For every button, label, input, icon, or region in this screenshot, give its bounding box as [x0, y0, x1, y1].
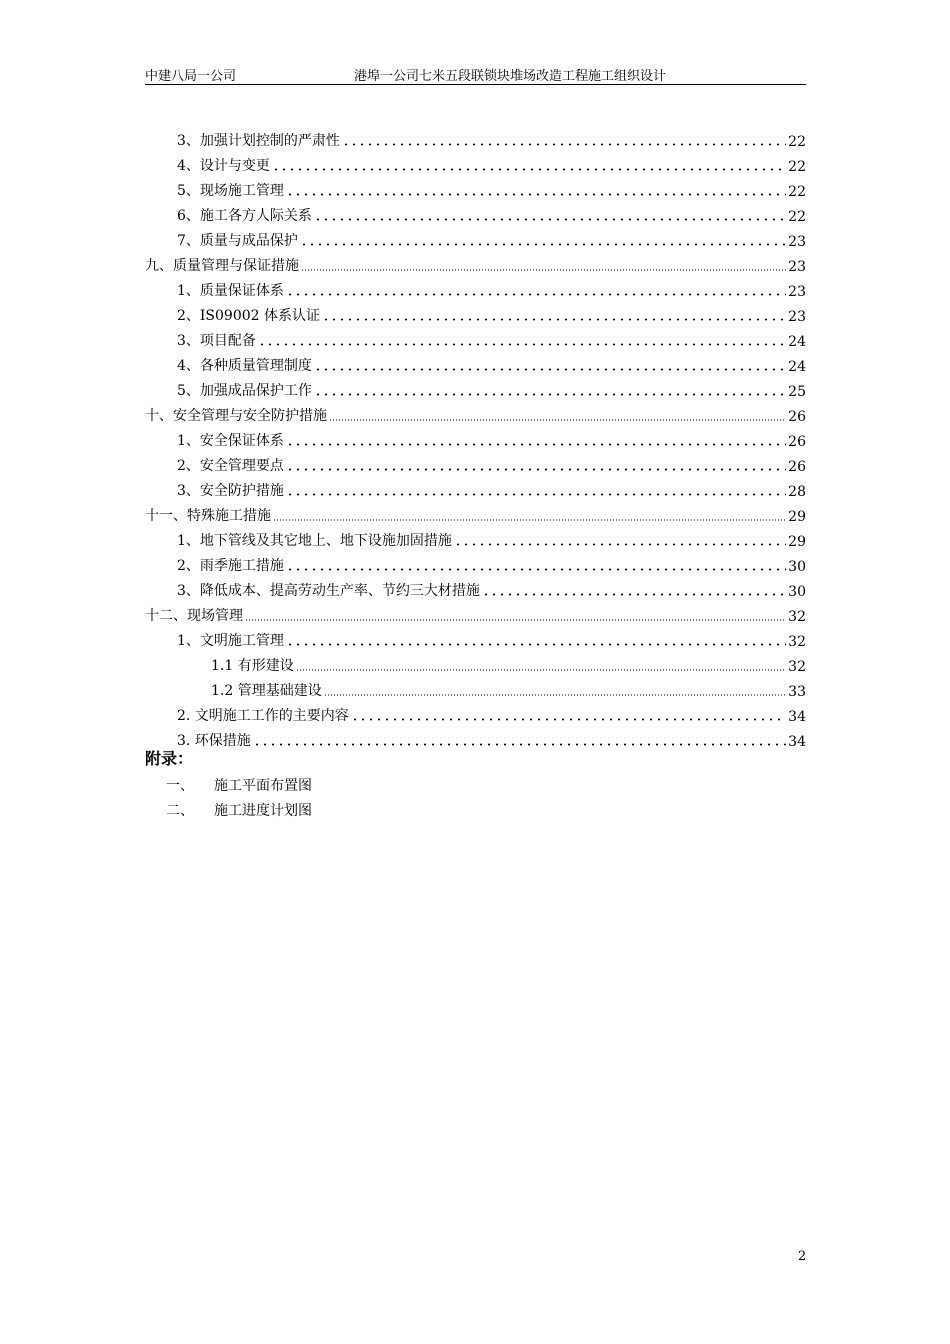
toc-entry-label: 1、地下管线及其它地上、地下设施加固措施 — [177, 533, 452, 549]
toc-leader-dots — [286, 436, 786, 446]
toc-entry-page: 22 — [788, 134, 806, 150]
toc-leader-dots — [314, 361, 786, 371]
toc-entry-page: 22 — [788, 209, 806, 225]
toc-entry-label: 4、各种质量管理制度 — [177, 358, 312, 374]
toc-entry-label: 1、文明施工管理 — [177, 633, 284, 649]
toc-leader-dots — [351, 711, 786, 721]
toc-entry-page: 22 — [788, 159, 806, 175]
toc-leader-dots — [253, 736, 786, 746]
toc-entry-label: 5、加强成品保护工作 — [177, 383, 312, 399]
toc-leader-dots — [296, 661, 786, 671]
toc-entry[interactable] — [177, 125, 806, 150]
toc-entry-label: 1、质量保证体系 — [177, 283, 284, 299]
toc-entry[interactable] — [177, 300, 806, 325]
toc-entry-page: 32 — [788, 609, 806, 625]
toc-entry-page: 22 — [788, 184, 806, 200]
toc-entry-label: 十、安全管理与安全防护措施 — [145, 408, 327, 424]
toc-leader-dots — [272, 161, 786, 171]
toc-entry-page: 34 — [788, 734, 806, 750]
toc-entry[interactable] — [177, 325, 806, 350]
toc-entry-label: 1.2 管理基础建设 — [211, 683, 322, 699]
appendix-item-number: 二、 — [166, 803, 194, 819]
toc-entry-label: 3、加强计划控制的严肃性 — [177, 133, 340, 149]
toc-entry[interactable] — [177, 575, 806, 600]
toc-entry-label: 2、IS09002 体系认证 — [177, 308, 321, 324]
toc-entry[interactable] — [177, 550, 806, 575]
toc-entry[interactable] — [177, 425, 806, 450]
toc-entry-page: 24 — [788, 334, 806, 350]
toc-entry-label: 3、安全防护措施 — [177, 483, 284, 499]
header-project-title: 港埠一公司七米五段联锁块堆场改造工程施工组织设计 — [354, 69, 667, 84]
toc-leader-dots — [258, 336, 786, 346]
appendix-item[interactable] — [166, 800, 466, 820]
toc-leader-dots — [286, 486, 786, 496]
toc-entry-page: 23 — [788, 259, 806, 275]
toc-chapter-entry[interactable] — [145, 250, 806, 275]
toc-entry-page: 23 — [788, 309, 806, 325]
toc-entry[interactable] — [177, 275, 806, 300]
toc-entry-label: 2. 文明施工工作的主要内容 — [177, 708, 349, 724]
appendix-item[interactable] — [166, 775, 466, 795]
toc-leader-dots — [314, 211, 786, 221]
appendix-item-text: 施工进度计划图 — [214, 803, 312, 819]
toc-leader-dots — [286, 286, 786, 296]
toc-leader-dots — [245, 611, 786, 621]
toc-entry-page: 33 — [788, 684, 806, 700]
toc-leader-dots — [324, 686, 786, 696]
toc-leader-dots — [300, 236, 786, 246]
toc-leader-dots — [286, 561, 786, 571]
toc-subsection-entry[interactable] — [211, 675, 806, 700]
toc-entry-page: 28 — [788, 484, 806, 500]
toc-chapter-entry[interactable] — [145, 400, 806, 425]
toc-entry-page: 23 — [788, 284, 806, 300]
toc-leader-dots — [454, 536, 786, 546]
toc-entry-page: 25 — [788, 384, 806, 400]
toc-leader-dots — [286, 636, 786, 646]
toc-entry[interactable] — [177, 200, 806, 225]
toc-entry-label: 3. 环保措施 — [177, 733, 251, 749]
toc-entry-label: 6、施工各方人际关系 — [177, 208, 312, 224]
toc-chapter-entry[interactable] — [145, 600, 806, 625]
toc-leader-dots — [322, 311, 786, 321]
toc-entry-label: 十一、特殊施工措施 — [145, 508, 271, 524]
toc-entry[interactable] — [177, 475, 806, 500]
toc-entry[interactable] — [177, 525, 806, 550]
toc-entry-page: 32 — [788, 659, 806, 675]
toc-leader-dots — [286, 186, 786, 196]
toc-entry-page: 29 — [788, 509, 806, 525]
toc-entry-page: 26 — [788, 409, 806, 425]
toc-entry-page: 29 — [788, 534, 806, 550]
toc-chapter-entry[interactable] — [145, 500, 806, 525]
toc-leader-dots — [301, 261, 786, 271]
toc-entry[interactable] — [177, 350, 806, 375]
toc-entry-label: 3、降低成本、提高劳动生产率、节约三大材措施 — [177, 583, 480, 599]
page-number: 2 — [798, 1249, 807, 1264]
toc-entry-label: 5、现场施工管理 — [177, 183, 284, 199]
toc-subsection-entry[interactable] — [211, 650, 806, 675]
toc-entry-page: 34 — [788, 709, 806, 725]
toc-entry[interactable] — [177, 225, 806, 250]
toc-entry-label: 1.1 有形建设 — [211, 658, 294, 674]
toc-entry[interactable] — [177, 625, 806, 650]
toc-entry[interactable] — [177, 450, 806, 475]
toc-entry-label: 3、项目配备 — [177, 333, 256, 349]
toc-entry-label: 九、质量管理与保证措施 — [145, 258, 299, 274]
toc-leader-dots — [273, 511, 786, 521]
toc-leader-dots — [482, 586, 786, 596]
toc-entry-label: 2、雨季施工措施 — [177, 558, 284, 574]
toc-entry-page: 30 — [788, 584, 806, 600]
toc-entry[interactable] — [177, 700, 806, 725]
toc-entry-page: 23 — [788, 234, 806, 250]
appendix-heading: 附录： — [145, 749, 194, 768]
toc-entry-label: 2、安全管理要点 — [177, 458, 284, 474]
appendix-item-number: 一、 — [166, 778, 194, 794]
toc-entry-page: 26 — [788, 434, 806, 450]
toc-leader-dots — [286, 461, 786, 471]
toc-entry-label: 十二、现场管理 — [145, 608, 243, 624]
toc-entry[interactable] — [177, 375, 806, 400]
toc-entry-label: 4、设计与变更 — [177, 158, 270, 174]
toc-entry-label: 1、安全保证体系 — [177, 433, 284, 449]
toc-entry-label: 7、质量与成品保护 — [177, 233, 298, 249]
toc-entry-page: 30 — [788, 559, 806, 575]
toc-entry[interactable] — [177, 175, 806, 200]
toc-entry-page: 24 — [788, 359, 806, 375]
toc-leader-dots — [342, 136, 786, 146]
toc-entry-page: 32 — [788, 634, 806, 650]
toc-leader-dots — [329, 411, 786, 421]
toc-entry-page: 26 — [788, 459, 806, 475]
toc-entry[interactable] — [177, 725, 806, 750]
header-company: 中建八局一公司 — [145, 69, 237, 84]
appendix-item-text: 施工平面布置图 — [214, 778, 312, 794]
toc-leader-dots — [314, 386, 786, 396]
page-header — [145, 64, 806, 85]
toc-entry[interactable] — [177, 150, 806, 175]
